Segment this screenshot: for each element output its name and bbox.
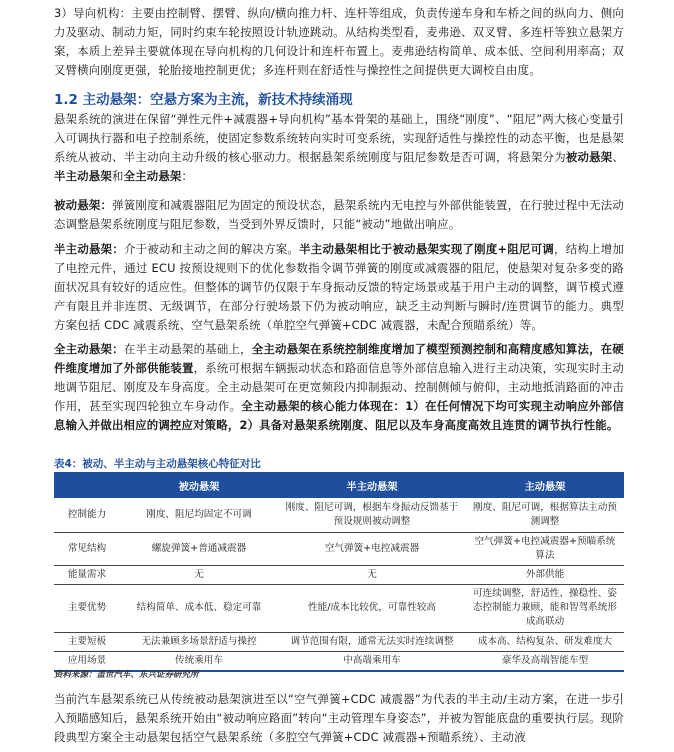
intro-sep-1: 、 <box>612 150 624 164</box>
table-header-cell: 被动悬架 <box>120 472 278 498</box>
table-cell: 刚度、阻尼可调，根据算法主动预测调整 <box>466 498 624 532</box>
table-caption: 表4：被动、半主动与主动悬架核心特征对比 <box>54 458 261 470</box>
table-row <box>54 584 624 632</box>
active-label: 全主动悬架： <box>54 342 124 356</box>
paragraph-intro <box>54 110 624 186</box>
paragraph-active <box>54 340 624 435</box>
semi-text-1: 介于被动和主动之间的解决方案。 <box>124 242 300 256</box>
intro-sep-2: 和 <box>111 169 124 183</box>
table-row <box>54 498 624 532</box>
intro-bold-active: 全主动悬架 <box>123 169 182 183</box>
row-label: 常见结构 <box>54 532 120 565</box>
section-title: 1.2 主动悬架：空悬方案为主流，新技术持续涌现 <box>54 92 353 108</box>
table-cell: 成本高、结构复杂、研发难度大 <box>466 632 624 651</box>
comparison-table <box>54 472 624 672</box>
table-row <box>54 632 624 651</box>
table-cell: 无 <box>120 565 278 584</box>
table-row <box>54 565 624 584</box>
row-label: 应用场景 <box>54 651 120 671</box>
table-cell: 中高端乘用车 <box>278 651 466 671</box>
row-label: 能量需求 <box>54 565 120 584</box>
row-label: 主要短板 <box>54 632 120 651</box>
intro-bold-semi: 半主动悬架 <box>54 169 112 183</box>
semi-text-2: ，结构上增加了电控元件，通过 ECU 按预设规则下的优化参数指令调节弹簧的刚度或减震器的阻尼，使悬架对复杂多变的路面状况具有较好的适应性。但整体的调节仍仅限于车身振动反馈的特定场景或基于用户主动的调整，调节模式遵产有限且并非连贯、无级调节，在部分行驶场景下仍为被动响应，缺乏主动判断与瞬时/连贯调节的能力。典型方案包括 CDC 减震系统、空气悬架系统（单腔空气弹簧+CDC 减震器，未配合预瞄系统）等。 <box>54 242 624 332</box>
table-cell: 螺旋弹簧+普通减震器 <box>120 532 278 565</box>
active-text-1: 在半主动悬架的基础上， <box>123 342 252 356</box>
passive-text: 弹簧刚度和减震器阻尼为固定的预设状态，悬架系统内无电控与外部供能装置，在行驶过程中无法动态调整悬架系统刚度与阻尼参数，当受到外界反馈时，只能“被动”地做出响应。 <box>54 198 624 231</box>
table-cell: 外部供能 <box>466 565 624 584</box>
intro-bold-passive: 被动悬架 <box>565 150 613 164</box>
table-header-cell <box>54 472 120 498</box>
table-header-cell: 半主动悬架 <box>278 472 466 498</box>
table-cell: 刚度、阻尼均固定不可调 <box>120 498 278 532</box>
table-cell: 无 <box>278 565 466 584</box>
table-cell: 空气弹簧+电控减震器 <box>278 532 466 565</box>
semi-label: 半主动悬架： <box>54 242 125 256</box>
table-cell: 无法兼顾多场景舒适与操控 <box>120 632 278 651</box>
paragraph-bottom: 当前汽车悬架系统已从传统被动悬架演进至以“空气弹簧+CDC 减震器”为代表的半主动/主动方案，在进一步引入预瞄感知后，悬架系统开始由“被动响应路面”转向“主动管理车身姿态”，并被为智能底盘的重要执行层。现阶段典型方案全主动悬架包括空气悬架系统（多腔空气弹簧+CDC 减震器+预瞄系统）、主动液 <box>54 692 624 744</box>
active-bold-1: 全主动悬架在系统控制维度增加了模型预测控制和高精度感知算法，在硬件维度增加了外部供能装置 <box>54 342 625 375</box>
table-cell: 结构简单、成本低、稳定可靠 <box>120 584 278 632</box>
table-cell: 调节范围有限，通常无法实时连续调整 <box>278 632 466 651</box>
row-label: 控制能力 <box>54 498 120 532</box>
table-source: 资料来源：盖世汽车、东兴证券研究所 <box>54 670 199 680</box>
paragraph-passive <box>54 196 624 234</box>
table-header-row <box>54 472 624 498</box>
intro-text: 悬架系统的演进在保留“弹性元件+减震器+导向机构”基本骨架的基础上，围绕“刚度”、“阻尼”两大核心变量引入可调执行器和电子控制系统，使固定参数系统转向实时可变系统，实现舒适性与操控性的动态平衡，也是悬架系统从被动、半主动向主动升级的核心驱动力。根据悬架系统刚度与阻尼参数是否可调，将悬架分为 <box>54 112 624 164</box>
semi-bold: 半主动悬架相比于被动悬架实现了刚度+阻尼可调 <box>299 242 555 256</box>
active-text-2: ，系统可根据车辆振动状态和路面信息等外部信息输入进行主动决策，实现实时主动地调节阻尼、刚度及车身高度。全主动悬架可在更宽频段内抑制振动、控制侧倾与俯仰，主动地抵消路面的冲击作用，甚至实现四轮独立车身动作。 <box>54 361 624 413</box>
active-bold-2: 全主动悬架的核心能力体现在：1）在任何情况下均可实现主动响应外部信息输入并做出相应的调控应对策略，2）具备对悬架系统刚度、阻尼以及车身高度高效且连贯的调节执行性能。 <box>54 399 625 432</box>
table-cell: 空气弹簧+电控减震器+预瞄系统算法 <box>466 532 624 565</box>
intro-sep-3: ： <box>181 169 194 183</box>
paragraph-semi-active <box>54 240 624 335</box>
paragraph-guide-mechanism: 3）导向机构：主要由控制臂、摆臂、纵向/横向推力杆、连杆等组成，负责传递车身和车桥之间的纵向力、侧向力及驱动、制动力矩，同时约束车轮按照设计轨迹跳动。从结构类型看，麦弗逊、双叉臂、多连杆等独立悬架方案，本质上差异主要就体现在导向机构的几何设计和连杆布置上。麦弗逊结构简单、成本低、空间利用率高；双叉臂横向刚度更强，轮胎接地控制更优；多连杆则在舒适性与操控性之间提供更大调校自由度。 <box>54 6 624 77</box>
row-label: 主要优势 <box>54 584 120 632</box>
table-cell: 传统乘用车 <box>120 651 278 671</box>
table-cell: 豪华及高端智能车型 <box>466 651 624 671</box>
table-header-cell: 主动悬架 <box>466 472 624 498</box>
passive-label: 被动悬架： <box>54 198 113 212</box>
table-cell: 可连续调整，舒适性、操稳性、姿态控制能力兼顾，能和智驾系统形成高联动 <box>466 584 624 632</box>
table-cell: 性能/成本比较优，可靠性较高 <box>278 584 466 632</box>
table-row <box>54 532 624 565</box>
table-cell: 刚度、阻尼可调，根据车身振动反馈基于预设规则被动调整 <box>278 498 466 532</box>
